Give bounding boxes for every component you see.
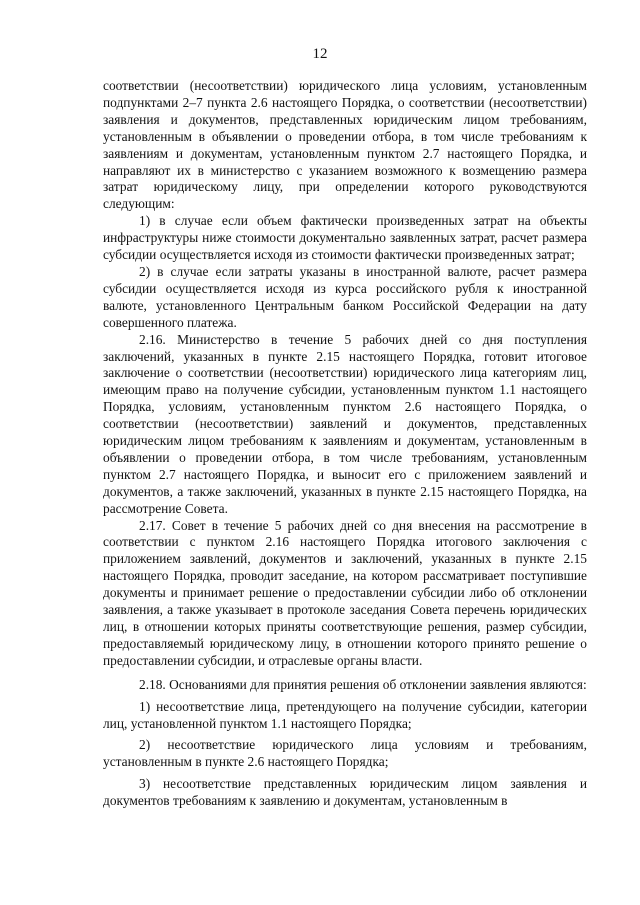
page-number: 12	[312, 46, 328, 62]
clause-2-18: 2.18. Основаниями для принятия решения об отклонении заявления являются:	[139, 676, 587, 692]
list-item-1-cost-calculation: 1) в случае если объем фактически произведенных затрат на объекты инфраструктуры ниже стоимости документально заявленных затрат, расчет размера субсидии осуществляется исходя из стоимости фактически произведенных затрат;	[103, 213, 587, 263]
rejection-ground-3: 3) несоответствие представленных юридическим лицом заявления и документов требованиям к заявлению и документам, установленным в	[103, 776, 587, 809]
clause-2-17: 2.17. Совет в течение 5 рабочих дней со дня внесения на рассмотрение в соответствии с пунктом 2.16 настоящего Порядка итогового заключения с приложением заявлений, документов и заключений, указанных в пункте 2.15 настоящего Порядка, проводит заседание, на котором рассматривает поступившие документы и принимает решение о предоставлении субсидии либо об отклонении заявления, а также указывает в протоколе заседания Совета перечень юридических лиц, в отношении которых приняты соответствующие решения, размер субсидии, предоставляемый юридическому лицу, в отношении которого принято решение о предоставлении субсидии, и отраслевые органы власти.	[103, 517, 587, 668]
list-item-2-foreign-currency: 2) в случае если затраты указаны в иностранной валюте, расчет размера субсидии осуществляется исходя из курса российского рубля к иностранной валюте, установленного Центральным банком Российской Федерации на дату совершенного платежа.	[103, 263, 587, 330]
clause-2-16: 2.16. Министерство в течение 5 рабочих дней со дня поступления заключений, указанных в пункте 2.15 настоящего Порядка, готовит итоговое заключение о соответствии (несоответствии) юридического лица категориям лиц, имеющим право на получение субсидии, установленным пунктом 1.1 настоящего Порядка, условиям, установленным пунктом 2.6 настоящего Порядка, о соответствии (несоответствии) заявлений и документов, представленных юридическим лицом требованиям к заявлениям и документам, установленным в объявлении о проведении отбора, в том числе требованиям, установленным пунктом 2.7 настоящего Порядка, и выносит его с приложением заявлений и документов, а также заключений, указанных в пункте 2.15 настоящего Порядка, на рассмотрение Совета.	[103, 331, 587, 516]
paragraph-continuation: соответствии (несоответствии) юридического лица условиям, установленным подпунктами 2–7 пункта 2.6 настоящего Порядка, о соответствии (несоответствии) заявления и документов, представленных юридическим лицом требованиям, установленным в объявлении о проведении отбора, в том числе требованиям к заявлениям и документам, установленным пунктом 2.7 настоящего Порядка, и направляют их в министерство с указанием возможного к возмещению размера затрат юридическому лицу, при определении которого руководствуются следующим:	[103, 78, 587, 212]
rejection-ground-1: 1) несоответствие лица, претендующего на получение субсидии, категории лиц, установленной пунктом 1.1 настоящего Порядка;	[103, 698, 587, 731]
document-body	[103, 78, 587, 810]
rejection-ground-2: 2) несоответствие юридического лица условиям и требованиям, установленным в пункте 2.6 настоящего Порядка;	[103, 737, 587, 770]
